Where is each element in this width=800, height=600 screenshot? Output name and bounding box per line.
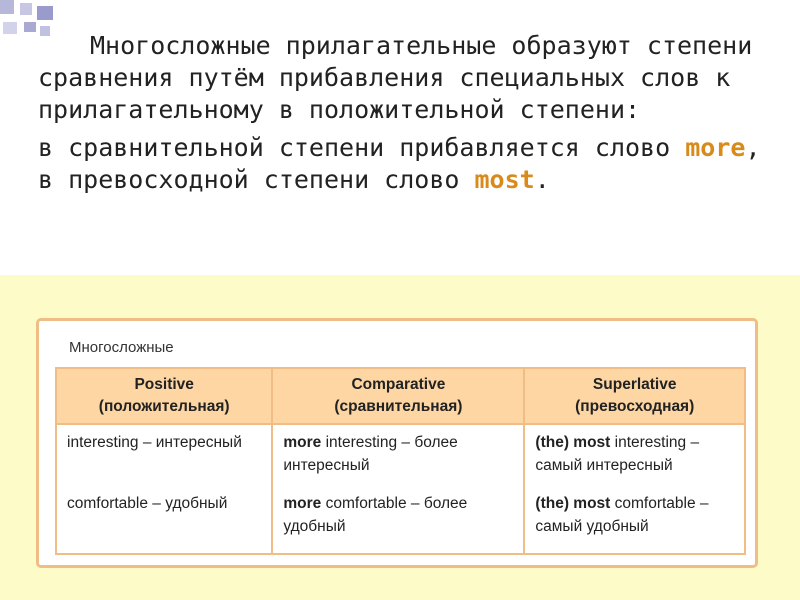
header-superlative [524, 368, 745, 424]
header-ru: (превосходная) [575, 398, 695, 415]
header-en: Comparative [351, 376, 446, 393]
table-row [56, 489, 745, 554]
table-row [56, 424, 745, 489]
header-positive [56, 368, 272, 424]
bold-more: more [283, 495, 322, 512]
cell-text: interesting – самый интересный [535, 434, 700, 474]
header-en: Superlative [592, 376, 677, 393]
deco-square [24, 22, 36, 32]
rule-text-start: в сравнительной степени прибавляется слово [38, 133, 686, 162]
cell-positive: comfortable – удобный [56, 489, 272, 554]
keyword-more: more [685, 133, 746, 162]
keyword-most: most [474, 165, 535, 194]
rule-text-middle: , в превосходной степени слово [38, 133, 761, 194]
cell-superlative [524, 424, 745, 489]
cell-text: comfortable – самый удобный [535, 495, 709, 535]
deco-square [0, 0, 14, 14]
cell-text: interesting – более интересный [283, 434, 458, 474]
table-caption: Многосложные [69, 339, 174, 356]
bold-most: (the) most [535, 495, 611, 512]
header-en: Positive [134, 376, 194, 393]
degrees-table-card [36, 318, 758, 568]
header-ru: (положительная) [98, 398, 230, 415]
intro-text [38, 30, 778, 196]
header-ru: (сравнительная) [334, 398, 463, 415]
bold-more: more [283, 434, 322, 451]
deco-square [20, 3, 32, 15]
cell-superlative [524, 489, 745, 554]
cell-comparative [272, 489, 524, 554]
header-comparative [272, 368, 524, 424]
degrees-table [55, 367, 746, 555]
intro-paragraph: Многосложные прилагательные образуют степени сравнения путём прибавления специальных слов к прилагательному в положительной степени: [38, 31, 753, 124]
cell-text: comfortable – более удобный [283, 495, 468, 535]
cell-positive: interesting – интересный [56, 424, 272, 489]
rule-text-end: . [534, 165, 550, 194]
table-header-row [56, 368, 745, 424]
bold-most: (the) most [535, 434, 611, 451]
deco-square [37, 6, 53, 20]
rule-paragraph [38, 132, 778, 196]
cell-comparative [272, 424, 524, 489]
deco-square [3, 22, 17, 34]
